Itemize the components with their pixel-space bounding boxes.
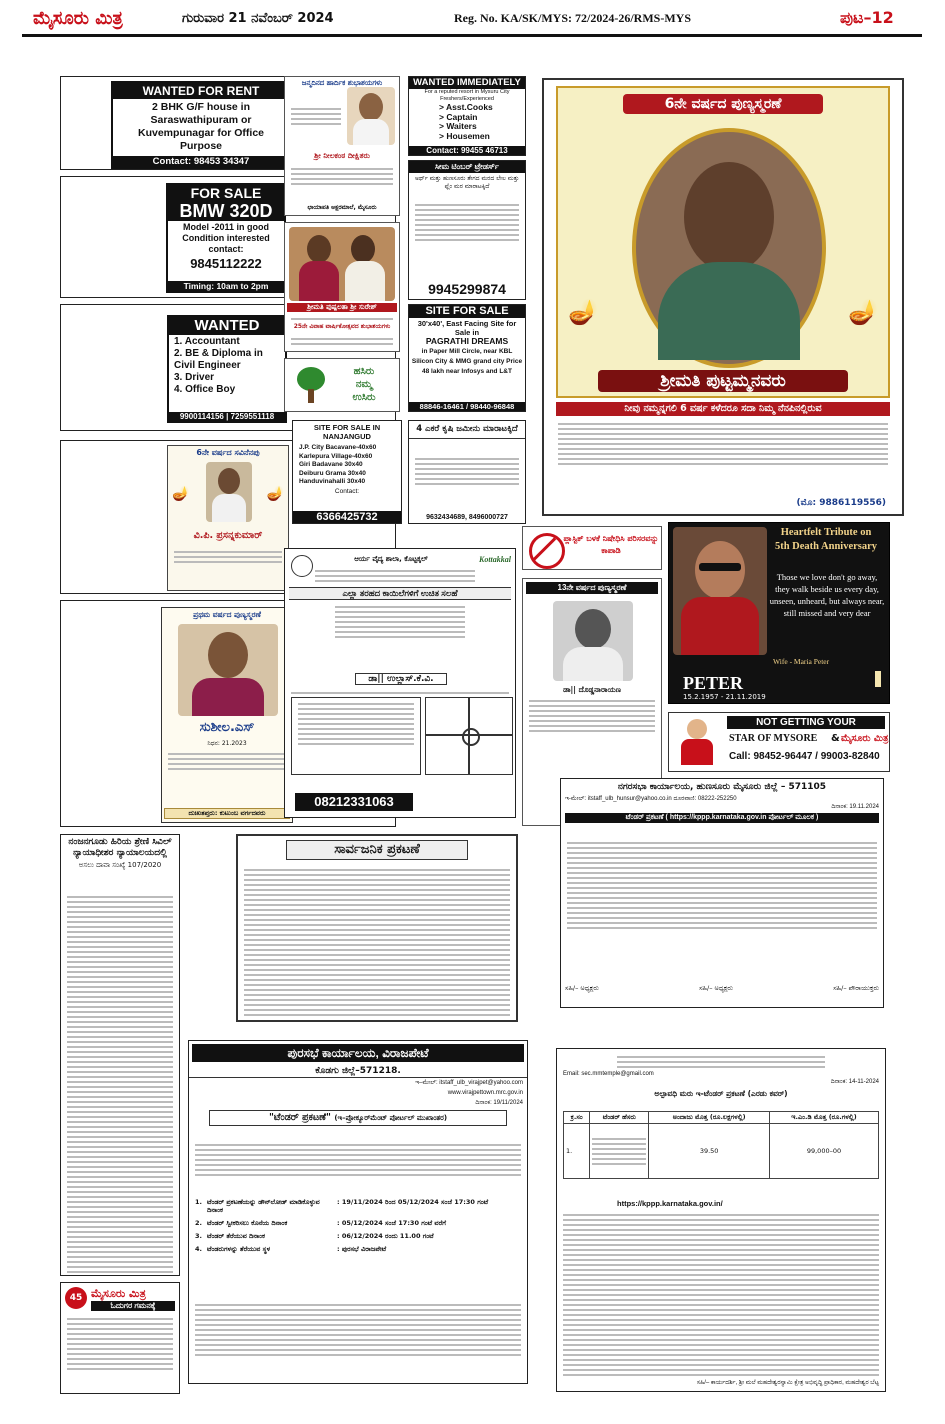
portrait-photo (178, 624, 278, 716)
tree-icon (291, 367, 331, 405)
list-item: J.P. City Bacavane-40x60 (299, 444, 377, 451)
ad-title: ಪ್ರಥಮ ವರ್ಷದ ಪುಣ್ಯಸ್ಮರಣೆ (193, 610, 261, 619)
ad-peter-tribute (668, 522, 890, 704)
list-item: Deiburu Grama 30x40 (299, 469, 366, 477)
masthead (0, 0, 945, 44)
text-lines (617, 1053, 825, 1071)
tender-schedule (195, 1193, 521, 1258)
registration-number: Reg. No. KA/SK/MYS: 72/2024-26/RMS-MYS (454, 11, 691, 25)
ad-timing: Timing: 10am to 2pm (168, 281, 284, 291)
wanted-list (169, 335, 285, 397)
list-item: 2. BE & Diploma in Civil Engineer (174, 348, 263, 371)
row-number: 4. (195, 1245, 202, 1253)
notice-web: www.virajpettown.mrc.gov.in (447, 1090, 523, 1096)
signed-by: Wife - Maria Peter (773, 657, 830, 666)
person-name: ವಿ.ಪಿ. ಪ್ರಸನ್ನಕುಮಾರ್ (193, 530, 263, 541)
location-map (425, 697, 513, 775)
text-lines (168, 750, 286, 773)
ad-contact: Contact: 98453 34347 (113, 156, 289, 167)
notice-subtitle: ಕೊಡಗು ಜಿಲ್ಲೆ–571218. (189, 1065, 527, 1078)
plastic-slogan: ಪ್ಲಾಸ್ಟಿಕ್ ಬಳಕೆ ನಿಷೇಧಿಸಿ ಪರಿಸರವನ್ನು ಕಾಪಾಡಿ (563, 534, 659, 555)
anniversary-badge: 45 (65, 1287, 87, 1309)
column-header: ಅಂದಾಜು ಮೊತ್ತ (ರೂ.ಲಕ್ಷಗಳಲ್ಲಿ) (649, 1112, 770, 1124)
table-row (564, 1124, 879, 1179)
ad-farm-land (408, 420, 526, 524)
text-lines (195, 1141, 521, 1179)
text-lines (415, 455, 519, 488)
ad-title: ಜನ್ಮದಿನದ ಹಾರ್ದಿಕ ಶುಭಾಶಯಗಳು (301, 79, 383, 87)
slogan-line: ಉಸಿರು (352, 392, 376, 403)
column-header: ಇ.ಎಂ.ಡಿ ಮೊತ್ತ (ರೂ.ಗಳಲ್ಲಿ) (769, 1112, 878, 1124)
text-lines (529, 697, 655, 735)
ad-title: SITE FOR SALE IN NANJANGUD (313, 423, 381, 441)
notice-email: ಇ–ಮೇಲ್: itstaff_ulb_virajpet@yahoo.com (415, 1080, 523, 1086)
ad-footer: ಛಾಯಾಪತಿ ಅಕ್ಷರಮಾಲೆ, ಮೈಸೂರು (307, 204, 377, 211)
schedule-row (195, 1198, 521, 1214)
text-lines (67, 893, 173, 1276)
ad-timber-traders (408, 160, 526, 300)
text-lines (315, 567, 475, 585)
signatory: ಸಹಿ/– ಅಧ್ಯಕ್ಷರು (565, 984, 599, 992)
memorial-strip: ನೀವು ನಮ್ಮನ್ನಗಲಿ 6 ವರ್ಷ ಕಳೆದರೂ ಸದಾ ನಿಮ್ಮ ನೆನಪಿನಲ್ಲಿರುವ (556, 402, 890, 416)
portal-link[interactable]: https://kppp.karnataka.gov.in/ (617, 1199, 723, 1208)
notice-email: ಇ-ಮೇಲ್: itstaff_ulb_hunsur@yahoo.co.in (565, 796, 672, 802)
text-lines (298, 700, 414, 748)
person-name: ಡಾ|| ದೊಡ್ಡನಾರಾಯಣ (563, 685, 621, 694)
ad-arya-vaidya-sala (284, 548, 516, 818)
ad-hunsur-tender (560, 778, 884, 1008)
ad-phone: 08212331063 (295, 793, 413, 811)
tribute-title: Heartfelt Tribute on (780, 527, 872, 538)
list-item: 4. Office Boy (174, 384, 236, 395)
notice-title: ಪುರಸಭೆ ಕಾರ್ಯಾಲಯ, ವಿರಾಜಪೇಟೆ (192, 1044, 524, 1062)
ad-mm-hills-tender (556, 1048, 886, 1392)
header-rule (22, 34, 922, 37)
text-lines (415, 201, 519, 244)
portrait-photo (632, 128, 826, 368)
ad-title: WANTED (169, 317, 285, 335)
cell-tender-name (590, 1124, 649, 1179)
notice-title: ಅಲ್ಪಾವಧಿ ಮರು ಇ-ಟೆಂಡರ್ ಪ್ರಕಟಣೆ (ಎರಡು ಕವರ್) (654, 1089, 788, 1098)
cell-sno: 1. (564, 1124, 590, 1179)
schedule-row (195, 1232, 521, 1240)
ad-body: ಅರ್ಥ್ ಮತ್ತು ಹುಣಸೂರು ತೇಗದ ಮರದ ಲೇಲ ಮತ್ತು ಫ್ಲೆಂ ಮರ ಮಾರಾಟಕ್ಕಿದೆ (414, 175, 520, 190)
row-value: : 19/11/2024 ರಿಂದ 05/12/2024 ಸಂಜೆ 17:30 ಗಂಟೆ (337, 1198, 489, 1206)
text-lines (291, 315, 393, 323)
ad-headline: NOT GETTING YOUR (727, 716, 885, 729)
death-date: ನಿಧನ: 21.2023 (207, 740, 247, 747)
ampersand: & (831, 733, 840, 744)
portrait-photo (673, 527, 767, 655)
row-label: ಟೆಂಡರುಗಳನ್ನು ತೆರೆಯುವ ಸ್ಥಳ (207, 1245, 271, 1253)
row-number: 2. (195, 1219, 202, 1227)
text-lines (67, 1315, 173, 1373)
ad-subtitle: For a reputed resort in Mysuru City Freshers/Experienced (424, 89, 510, 102)
paper-name-kannada: ಮೈಸೂರು ಮಿತ್ರ (841, 733, 889, 744)
list-item: > Waiters (439, 121, 477, 131)
notice-date: ದಿನಾಂಕ: 19/11/2024 (475, 1100, 523, 1106)
signatories (565, 984, 879, 993)
row-label: ಟೆಂಡರ್ ಸ್ವೀಕರಿಸಲು ಕೊನೆಯ ದಿನಾಂಕ (207, 1219, 288, 1227)
ad-phone: 9945299874 (428, 281, 506, 297)
notice-title: ನಗರಸಭಾ ಕಾರ್ಯಾಲಯ, ಹುಣಸೂರು ಮೈಸೂರು ಜಿಲ್ಲೆ – 571105 (617, 782, 827, 792)
list-item: 3. Driver (174, 372, 215, 383)
section-title: ಓದುಗರ ಗಮನಕ್ಕೆ (91, 1301, 175, 1311)
notice-phone: ದೂರವಾಣಿ: 08222-252250 (673, 796, 737, 802)
doctor-name: ಡಾ|| ಉಲ್ಲಾಸ್.ಕೆ.ವಿ. (355, 673, 447, 685)
ad-phone: 88846-16461 / 98440-96848 (409, 402, 525, 411)
row-label: ಟೆಂಡರ್ ಪ್ರಕಟಣೆಯನ್ನು ಡೌನ್‌ಲೋಡ್ ಮಾಡಿಕೊಳ್ಳುವ ದಿನಾಂಕ (207, 1198, 320, 1214)
ad-title: FOR SALE (168, 185, 284, 201)
list-item: Handuvinahalli 30x40 (299, 478, 366, 485)
ad-birthday (284, 76, 400, 216)
ad-readers-notice (60, 1282, 180, 1394)
tribute-subtitle: 5th Death Anniversary (774, 541, 878, 552)
lamp-icon: 🪔 (848, 298, 878, 326)
cell-estimate: 39.50 (649, 1124, 770, 1179)
ad-punyasmarane (542, 78, 904, 516)
lamp-icon: 🪔 (172, 486, 190, 502)
ad-heading: ಎಲ್ಲಾ ತರಹದ ಕಾಯಿಲೆಗಳಿಗೆ ಉಚಿತ ಸಲಹೆ (289, 587, 511, 600)
ad-body: 2 BHK G/F house in Saraswathipuram or Kuvempunagar for Office Purpose (137, 101, 265, 152)
row-number: 1. (195, 1198, 202, 1206)
text-lines (291, 689, 509, 697)
row-value: : 06/12/2024 ರಂದು 11.00 ಗಂಟೆ (337, 1232, 434, 1240)
couple-photo (289, 227, 395, 301)
ad-title: WANTED IMMEDIATELY (409, 77, 525, 89)
row-label: ಟೆಂಡರ್ ತೆರೆಯುವ ದಿನಾಂಕ (207, 1232, 265, 1240)
row-number: 3. (195, 1232, 202, 1240)
tribute-quote: Those we love don't go away, they walk beside us every day, unseen, unheard, but always near, still missed and very dear (769, 572, 885, 618)
text-lines (291, 335, 393, 348)
person-name: ಶ್ರೀ ನೀಲಕಂಠ ದೀಕ್ಷಿತರು (314, 151, 370, 160)
section-title: ಟೆಂಡರ್ ಪ್ರಕಟಣೆ ( https://kppp.karnataka.gov.in ಪೋರ್ಟಲ್ ಮೂಲಕ ) (565, 813, 879, 823)
text-lines (567, 839, 877, 932)
ad-title: ಆರ್ಯ ವೈದ್ಯ ಶಾಲಾ, ಕೊಟ್ಟಕ್ಕಲ್ (354, 555, 428, 563)
text-lines (558, 420, 888, 468)
ad-court-notice (60, 834, 180, 1276)
notice-date: ದಿನಾಂಕ: 14-11-2024 (830, 1079, 879, 1085)
paper-logo: ಮೈಸೂರು ಮಿತ್ರ (91, 1287, 146, 1300)
portrait-photo (553, 601, 633, 681)
lamp-icon: 🪔 (568, 298, 598, 326)
ad-title: SITE FOR SALE (409, 305, 525, 318)
row-value: : 05/12/2024 ಸಂಜೆ 17:30 ಗಂಟೆ ವರೆಗೆ (337, 1219, 447, 1227)
ad-contact: Contact: 99455 46713 (409, 146, 525, 155)
lamp-icon: 🪔 (266, 486, 284, 502)
text-lines (291, 165, 393, 188)
ad-phone: (ಮೊ: 9886119556) (796, 498, 886, 508)
slogan-line: ಹಸಿರು (353, 366, 375, 377)
text-lines (335, 603, 465, 641)
list-item: Karlepura Village-40x60 (299, 452, 373, 460)
life-dates: 15.2.1957 - 21.11.2019 (683, 693, 766, 701)
ad-title: 4 ಎಕರೆ ಕೃಷಿ ಜಮೀನು ಮಾರಾಟಕ್ಕಿದೆ (409, 421, 525, 439)
schedule-row (195, 1219, 521, 1227)
notice-date: ದಿನಾಂಕ: 19.11.2024 (831, 804, 879, 810)
issue-date: ಗುರುವಾರ 21 ನವೆಂಬರ್ 2024 (182, 11, 334, 26)
ad-nanjangud-site (292, 420, 402, 524)
list-item: Giri Badavane 30x40 (299, 461, 363, 468)
signatory: ಸಹಿ/– ಪೌರಾಯುಕ್ತರು (833, 984, 879, 992)
person-name: ಶ್ರೀಮತಿ ಪುಟ್ಟಮ್ಮನವರು (598, 370, 848, 392)
emblem-icon (291, 555, 313, 577)
column-header: ಕ್ರ.ಸಂ (564, 1112, 590, 1124)
notice-title: ಸಾರ್ವಜನಿಕ ಪ್ರಕಟಣೆ (286, 840, 468, 860)
portrait-photo (206, 462, 252, 522)
ad-phone: 9632434689, 8496000727 (426, 514, 508, 521)
memorial-frame (556, 86, 890, 398)
ad-contact: 9900114156 | 7259551118 (169, 412, 285, 421)
tender-heading: "ಟೆಂಡರ್ ಪ್ರಕಟಣೆ" (268, 1112, 332, 1123)
ad-wedding-anniversary (284, 222, 400, 352)
list-item: > Asst.Cooks (439, 102, 493, 112)
call-numbers: Call: 98452-96447 / 99003-82840 (729, 751, 880, 762)
project-name: PAGRATHI DREAMS (425, 336, 509, 346)
text-lines (291, 105, 341, 128)
ad-wanted-immediately (408, 76, 526, 156)
person-name: ಸುಶೀಲ.ಎಸ್ (199, 720, 255, 735)
ad-subscription (668, 712, 890, 772)
position-list (409, 103, 525, 141)
paperboy-icon (673, 717, 723, 767)
no-plastic-icon (529, 533, 565, 569)
ad-title: WANTED FOR RENT (113, 83, 289, 99)
schedule-row (195, 1245, 521, 1253)
ad-public-notice (236, 834, 518, 1022)
text-lines (174, 548, 282, 566)
list-item: 1. Accountant (174, 336, 240, 347)
notice-email: Email: sec.mmtemple@gmail.com (563, 1071, 654, 1077)
ad-body: 30'x40', East Facing Site for Sale in (417, 319, 517, 337)
candle-icon (875, 671, 881, 687)
ad-site-for-sale (408, 304, 526, 412)
ad-title: 13ನೇ ವರ್ಷದ ಪುಣ್ಯಸ್ಮರಣೆ (526, 582, 658, 594)
ad-title: 6ನೇ ವರ್ಷದ ಸವಿನೆನಪು (196, 448, 260, 457)
person-name: PETER (683, 673, 744, 693)
ad-phone: 6366425732 (293, 511, 401, 523)
site-list (293, 443, 401, 488)
signature: ಸಹಿ/– ಕಾರ್ಯದರ್ಶಿ, ಶ್ರೀ ಮಲೆ ಮಹದೇಶ್ವರಸ್ವಾಮಿ ಕ್ಷೇತ್ರ ಅಭಿವೃದ್ಧಿ ಪ್ರಾಧಿಕಾರ, ಮಹದೇಶ್ವರ ಬೆಟ್ಟ (679, 1380, 879, 1388)
anniversary-text: 25ನೇ ವಿವಾಹ ವಾರ್ಷಿಕೋತ್ಸವದ ಶುಭಾಶಯಗಳು (293, 323, 391, 330)
signatory: ಸಹಿ/– ಅಧ್ಯಕ್ಷರು (699, 984, 733, 992)
column-header: ಟೆಂಡರ್ ಹೆಸರು (590, 1112, 649, 1124)
ad-title: ಸೀಮ ಟಿಂಬರ್ ಟ್ರೇಡರ್ಸ್ (409, 161, 525, 173)
paper-name: STAR OF MYSORE (729, 733, 818, 744)
page-number: ಪುಟ–12 (840, 8, 894, 27)
couple-name: ಶ್ರೀಮತಿ ಪುಷ್ಪಲತಾ ಶ್ರೀ ಸುರೇಶ್ (287, 303, 397, 312)
list-item: > Captain (439, 111, 478, 122)
text-lines (563, 1211, 879, 1379)
services-list (291, 697, 421, 775)
ad-green-slogan (284, 358, 400, 412)
table-header (564, 1112, 879, 1124)
ad-plastic-ban (522, 526, 662, 570)
notice-title: ನಂಜನಗೂಡು ಹಿರಿಯ ಶ್ರೇಣಿ ಸಿವಿಲ್ ನ್ಯಾಯಾಧೀಶರ ನ್ಯಾಯಾಲಯದಲ್ಲಿ (68, 837, 172, 858)
ad-body-details: in Paper Mill Circle, near KBL Silicon City & MMG grand city Price 48 lakh near Infosys and L&T (411, 348, 523, 375)
text-lines (244, 866, 510, 1019)
masthead-logo: ಮೈಸೂರು ಮಿತ್ರ (33, 8, 123, 29)
tender-table (563, 1111, 879, 1179)
ad-title: 6ನೇ ವರ್ಷದ ಪುಣ್ಯಸ್ಮರಣೆ (623, 94, 823, 114)
list-item: > Housemen (439, 130, 490, 141)
ad-virajpet-tender (188, 1040, 528, 1384)
slogan-line: ನಮ್ಮ (355, 379, 373, 390)
ad-footer: ದುಃಖತಪ್ತರು: ಕುಟುಂಬ ವರ್ಗದವರು (164, 808, 290, 819)
ad-model: BMW 320D (168, 201, 284, 221)
cell-emd: 99,000–00 (769, 1124, 878, 1179)
tender-subheading: (ಇ–ಪ್ರೋಕ್ಯೂರ್‌ಮೆಂಟ್ ಪೋರ್ಟಲ್ ಮುಖಾಂತರ) (334, 1114, 448, 1122)
ad-body: Model -2011 in good Condition interested contact: (182, 222, 270, 254)
case-number: ಅಸಲು ದಾವಾ ಸಂಖ್ಯೆ 107/2020 (78, 861, 162, 869)
contact-label: Contact: (334, 487, 360, 495)
brand-logo: Kottakkal (478, 555, 511, 564)
ad-phone: 9845112222 (190, 256, 262, 271)
portrait-photo (347, 87, 395, 145)
text-lines (195, 1301, 521, 1359)
row-value: : ಪುರಸಭೆ ವಿರಾಜಪೇಟೆ (337, 1245, 387, 1253)
